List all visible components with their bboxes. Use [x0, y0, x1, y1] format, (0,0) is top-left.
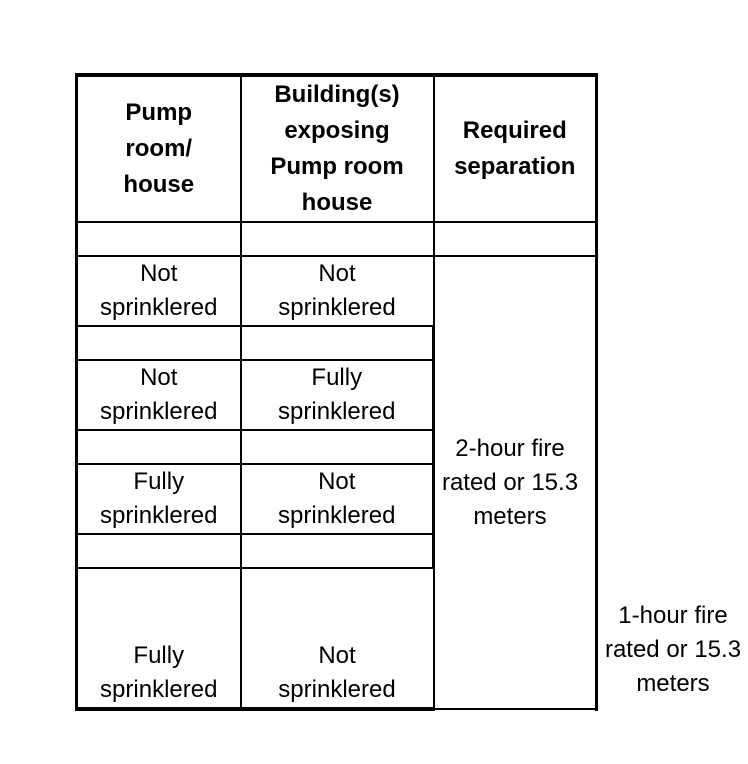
header-pump-room: Pump room/ house: [77, 75, 241, 222]
table-row: [77, 256, 597, 326]
header-buildings: Building(s) exposing Pump room house: [241, 75, 434, 222]
spacer-cell: [434, 222, 597, 256]
separation-table-container: [75, 73, 742, 703]
buildings-cell: Not sprinklered: [241, 464, 434, 534]
spacer-cell: [241, 326, 434, 360]
pump-room-cell: Not sprinklered: [77, 256, 241, 326]
spacer-cell: [77, 430, 241, 464]
pump-room-cell: Fully sprinklered: [77, 464, 241, 534]
buildings-cell: Fully sprinklered: [241, 360, 434, 430]
buildings-cell: Not sprinklered: [241, 568, 434, 709]
spacer-cell: [241, 222, 434, 256]
pump-room-cell: Not sprinklered: [77, 360, 241, 430]
pump-room-cell: Fully sprinklered: [77, 568, 241, 709]
spacer-cell: [241, 430, 434, 464]
header-row: [77, 75, 597, 222]
buildings-cell: Not sprinklered: [241, 256, 434, 326]
spacer-row: [77, 222, 597, 256]
table-row: Fully sprinklered Not sprinklered 1-hour fire rated or 15.3 meters: [77, 568, 597, 709]
spacer-cell: [241, 534, 434, 568]
separation-table: [75, 73, 742, 711]
spacer-cell: [77, 326, 241, 360]
header-separation: Required separation: [434, 75, 597, 222]
separation-merged-cell: 2-hour fire rated or 15.3 meters: [434, 256, 597, 709]
spacer-cell: [77, 222, 241, 256]
spacer-cell: [77, 534, 241, 568]
